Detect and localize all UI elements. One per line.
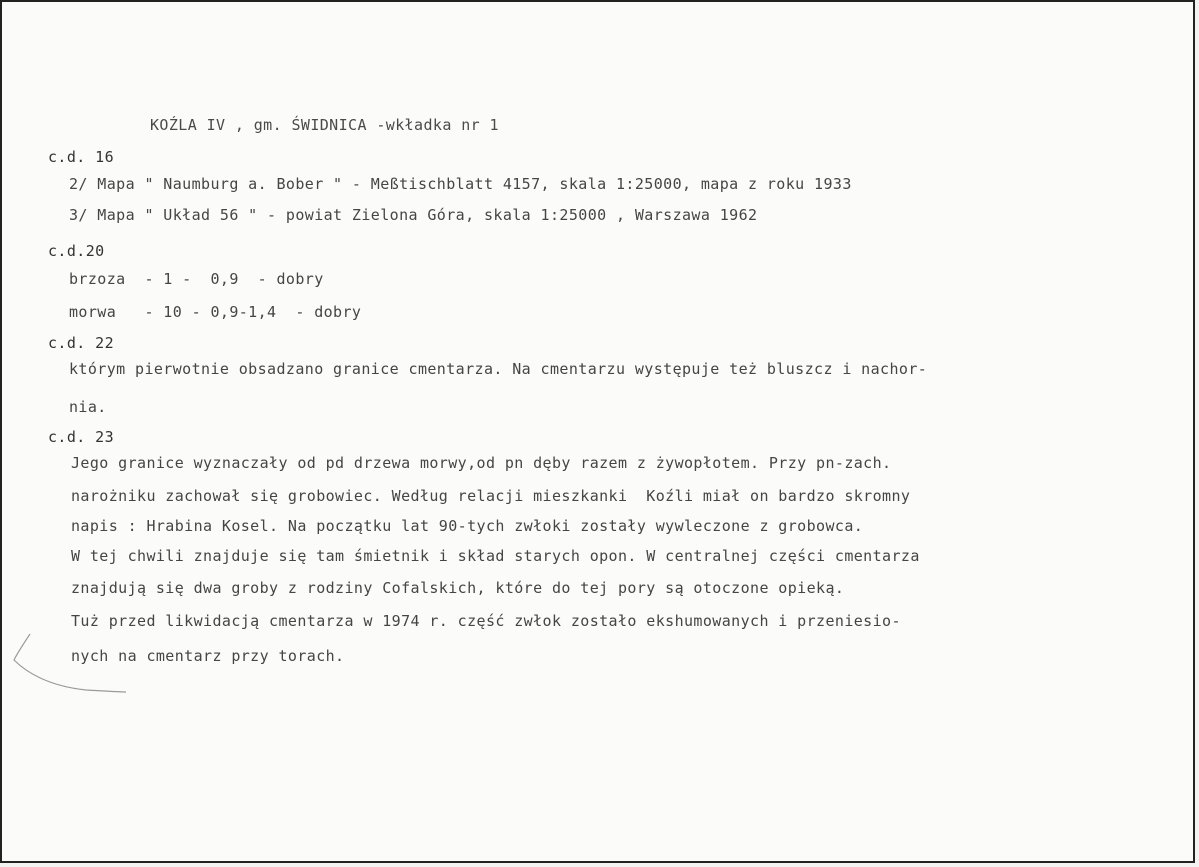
text-line: Jego granice wyznaczały od pd drzewa morwy,od pn dęby razem z żywopłotem. Przy pn-zach. <box>71 454 892 472</box>
section-ref: c.d. 23 <box>48 428 115 446</box>
text-line: znajdują się dwa groby z rodziny Cofalskich, które do tej pory są otoczone opieką. <box>71 579 845 597</box>
text-line: narożniku zachował się grobowiec. Według relacji mieszkanki Koźli miał on bardzo skromny <box>71 487 911 505</box>
section-ref: c.d. 16 <box>48 148 115 166</box>
text-line: 3/ Mapa " Układ 56 " - powiat Zielona Góra, skala 1:25000 , Warszawa 1962 <box>69 206 758 224</box>
text-line: napis : Hrabina Kosel. Na początku lat 90-tych zwłoki zostały wywleczone z grobowca. <box>71 517 864 535</box>
text-line: którym pierwotnie obsadzano granice cmentarza. Na cmentarzu występuje też bluszcz i nachor- <box>69 360 928 378</box>
text-line: Tuż przed likwidacją cmentarza w 1974 r. część zwłok zostało ekshumowanych i przeniesio- <box>71 612 901 630</box>
text-line: W tej chwili znajduje się tam śmietnik i skład starych opon. W centralnej części cmentarza <box>71 547 920 565</box>
text-line: morwa - 10 - 0,9-1,4 - dobry <box>69 303 362 321</box>
section-ref: c.d.20 <box>48 242 105 260</box>
text-line: nia. <box>69 398 107 416</box>
document-title: KOŹLA IV , gm. ŚWIDNICA -wkładka nr 1 <box>150 116 499 134</box>
text-line: nych na cmentarz przy torach. <box>71 647 345 665</box>
text-line: 2/ Mapa " Naumburg a. Bober " - Meßtischblatt 4157, skala 1:25000, mapa z roku 1933 <box>69 175 852 193</box>
section-ref: c.d. 22 <box>48 334 115 352</box>
text-line: brzoza - 1 - 0,9 - dobry <box>69 270 324 288</box>
pencil-mark-icon <box>8 630 138 700</box>
